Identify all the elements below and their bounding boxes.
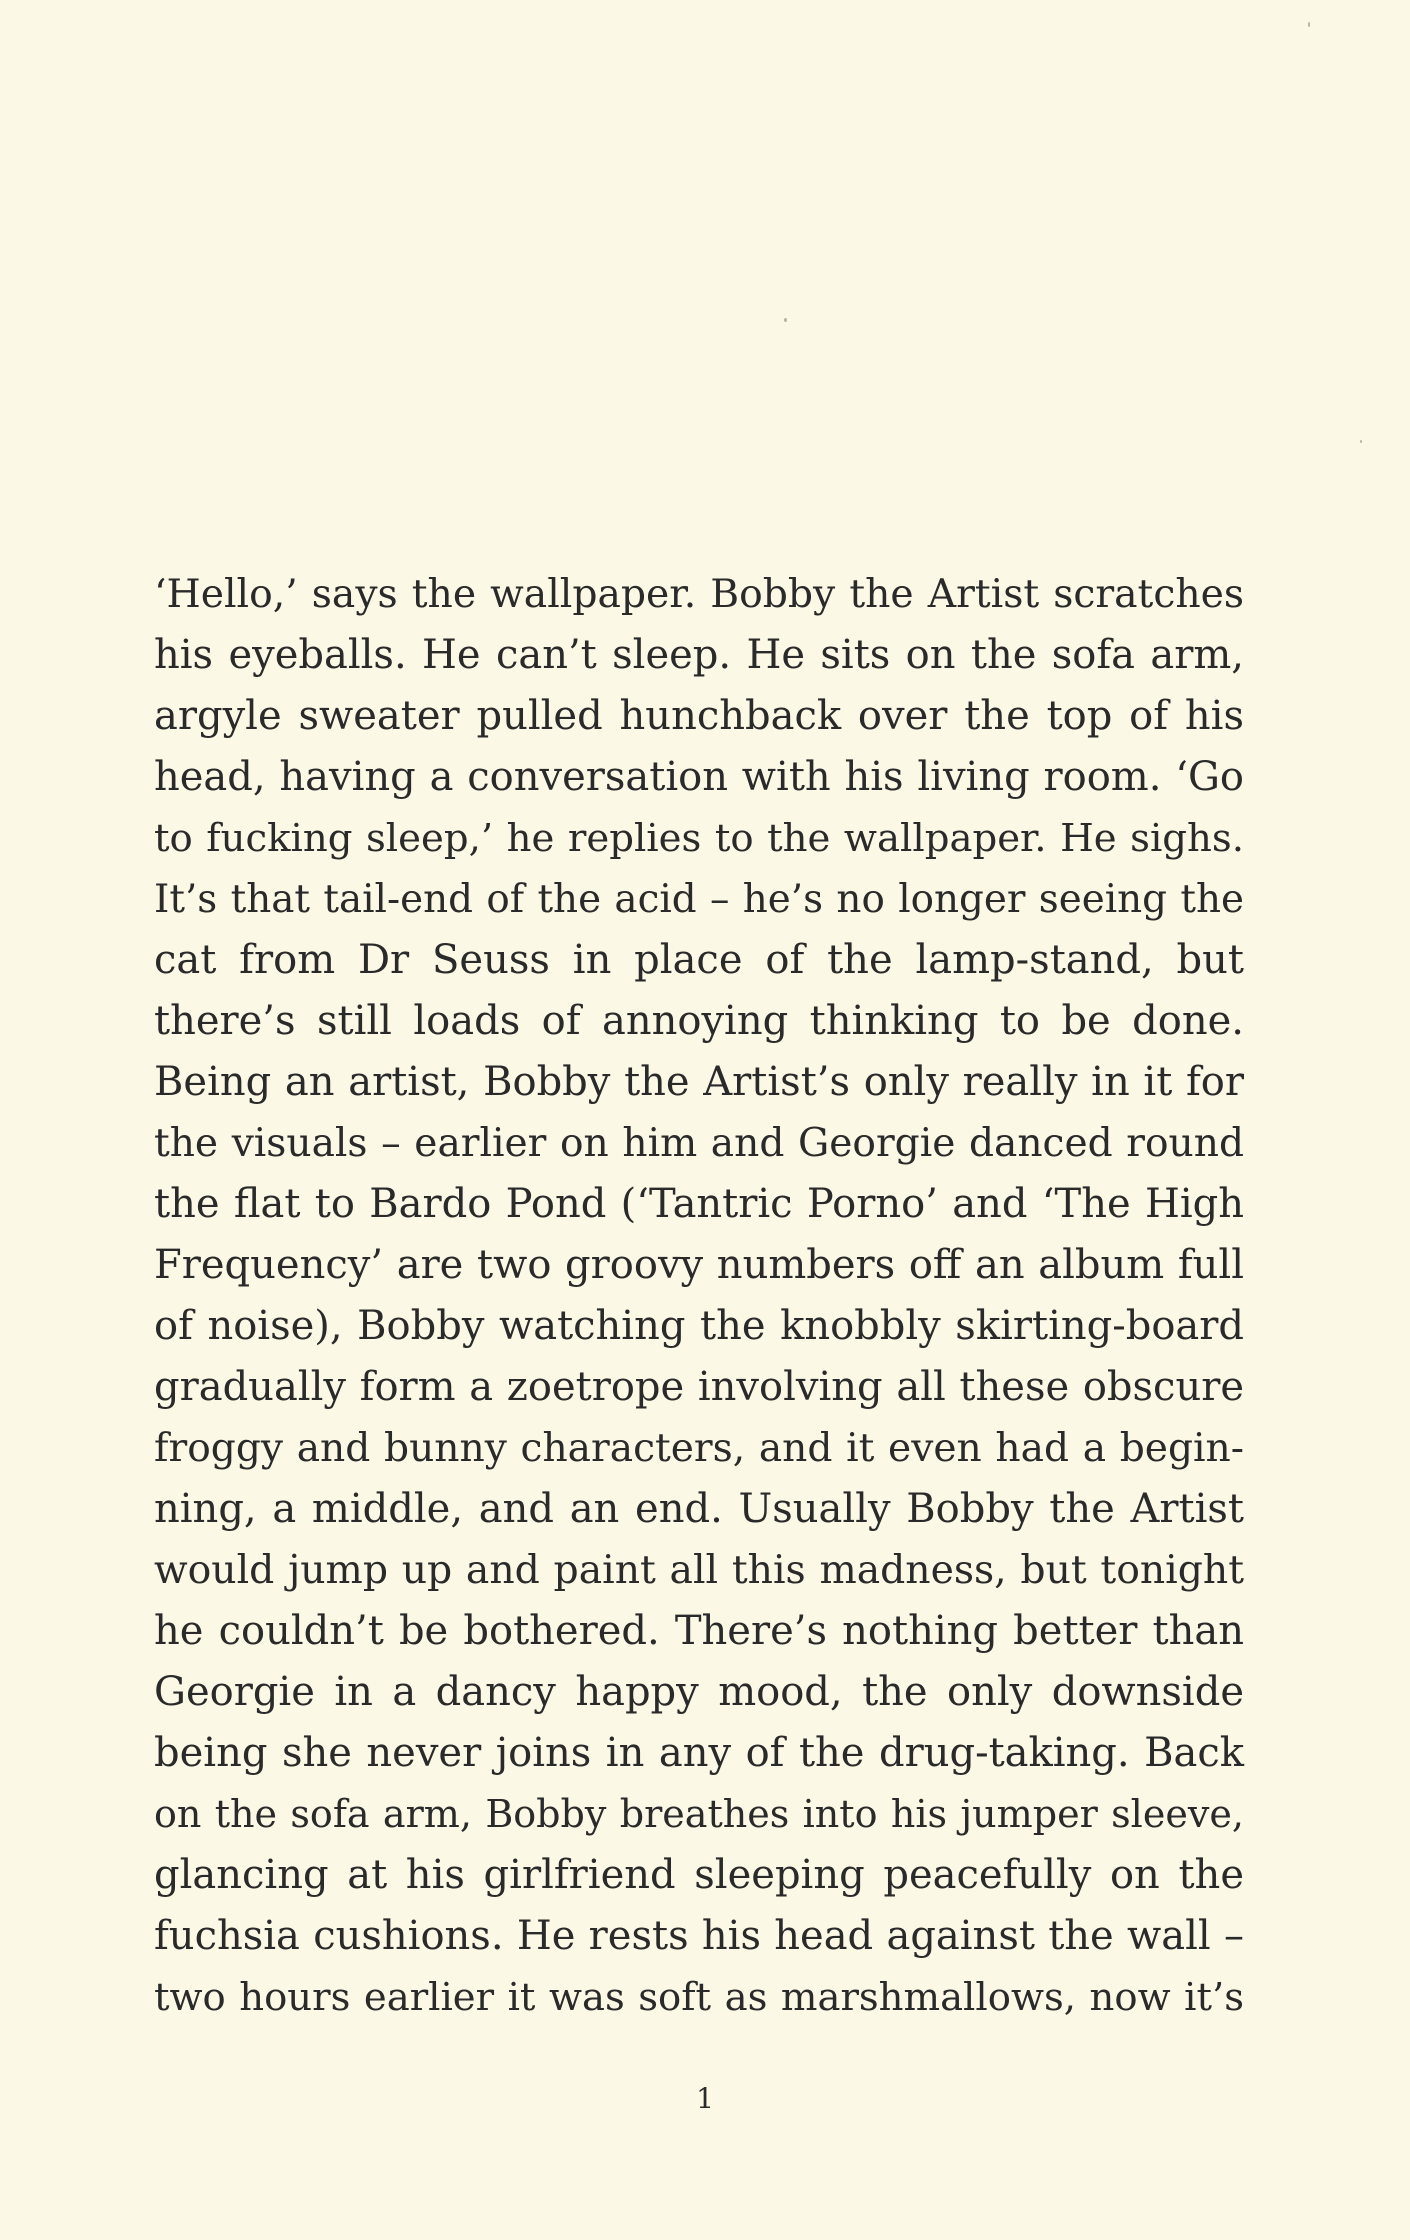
text-line: Georgie in a dancy happy mood, the only downside bbox=[154, 1669, 1244, 1715]
text-line: cat from Dr Seuss in place of the lamp-stand, but bbox=[154, 937, 1244, 983]
text-line: being she never joins in any of the drug-taking. Back bbox=[154, 1730, 1244, 1776]
text-line: Frequency’ are two groovy numbers off an album full bbox=[154, 1242, 1244, 1288]
text-line: he couldn’t be bothered. There’s nothing better than bbox=[154, 1608, 1244, 1654]
text-line: to fucking sleep,’ he replies to the wallpaper. He sighs. bbox=[154, 816, 1244, 861]
text-line: argyle sweater pulled hunchback over the top of his bbox=[154, 693, 1244, 739]
text-line: his eyeballs. He can’t sleep. He sits on the sofa arm, bbox=[154, 632, 1244, 678]
text-line: gradually form a zoetrope involving all these obscure bbox=[154, 1364, 1244, 1410]
text-line: would jump up and paint all this madness, but tonight bbox=[154, 1548, 1244, 1593]
paper-speck bbox=[1360, 440, 1362, 443]
paper-speck bbox=[1308, 22, 1310, 27]
text-line: of noise), Bobby watching the knobbly skirting-board bbox=[154, 1303, 1244, 1349]
text-line: Being an artist, Bobby the Artist’s only really in it for bbox=[154, 1059, 1244, 1105]
text-line: head, having a conversation with his living room. ‘Go bbox=[154, 754, 1244, 800]
text-line: froggy and bunny characters, and it even had a begin- bbox=[154, 1426, 1244, 1471]
text-line: glancing at his girlfriend sleeping peacefully on the bbox=[154, 1852, 1244, 1898]
text-line: ‘Hello,’ says the wallpaper. Bobby the Artist scratches bbox=[154, 572, 1244, 617]
text-line: on the sofa arm, Bobby breathes into his jumper sleeve, bbox=[154, 1792, 1244, 1836]
text-line: the visuals – earlier on him and Georgie danced round bbox=[154, 1121, 1244, 1166]
text-line: there’s still loads of annoying thinking to be done. bbox=[154, 998, 1244, 1044]
text-line: ning, a middle, and an end. Usually Bobby the Artist bbox=[154, 1486, 1244, 1532]
page-number: 1 bbox=[696, 2082, 714, 2115]
text-line: two hours earlier it was soft as marshmallows, now it’s bbox=[154, 1975, 1244, 2020]
text-line: the flat to Bardo Pond (‘Tantric Porno’ and ‘The High bbox=[154, 1181, 1244, 1227]
body-text bbox=[154, 564, 1244, 2028]
paper-speck bbox=[784, 318, 787, 322]
text-line: It’s that tail-end of the acid – he’s no longer seeing the bbox=[154, 877, 1244, 922]
text-line: fuchsia cushions. He rests his head against the wall – bbox=[154, 1913, 1244, 1959]
